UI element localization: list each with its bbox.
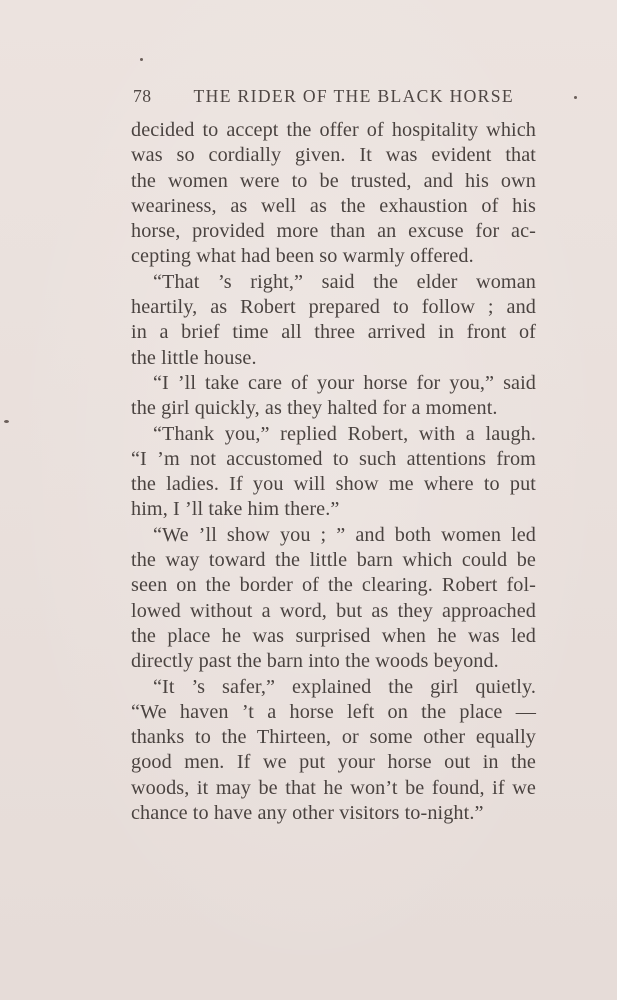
text-line: directly past the barn into the woods beyond. [131, 650, 499, 673]
text-line: heartily, as Robert prepared to follow ; and [131, 296, 536, 319]
text-line: him, I ’ll take him there.” [131, 498, 340, 521]
running-header [133, 86, 514, 107]
ink-speck [140, 58, 143, 61]
text-line: the way toward the little barn which could be [131, 549, 536, 572]
text-line: “I ’ll take care of your horse for you,” said [153, 371, 536, 394]
text-line: woods, it may be that he won’t be found, if we [131, 776, 536, 799]
ink-speck [4, 420, 9, 423]
text-line: “We haven ’t a horse left on the place — [131, 700, 536, 723]
text-line: “It ’s safer,” explained the girl quietly. [153, 675, 536, 698]
text-line: good men. If we put your horse out in the [131, 751, 536, 774]
text-line: seen on the border of the clearing. Robert fol- [131, 574, 536, 597]
text-line: the place he was surprised when he was led [131, 624, 536, 647]
text-line: “I ’m not accustomed to such attentions from [131, 447, 536, 470]
text-line: “We ’ll show you ; ” and both women led [153, 523, 536, 546]
text-line: the ladies. If you will show me where to put [131, 473, 536, 496]
text-line: thanks to the Thirteen, or some other equally [131, 726, 536, 749]
text-line: was so cordially given. It was evident that [131, 144, 536, 167]
text-line: the girl quickly, as they halted for a moment. [131, 397, 498, 420]
text-line: weariness, as well as the exhaustion of his [131, 194, 536, 217]
text-line: the little house. [131, 346, 257, 369]
ink-speck [574, 96, 577, 99]
text-line: decided to accept the offer of hospitality which [131, 119, 536, 141]
text-line: lowed without a word, but as they approached [131, 599, 536, 622]
text-line: cepting what had been so warmly offered. [131, 245, 474, 268]
page-number: 78 [133, 86, 152, 106]
text-line: horse, provided more than an excuse for ac- [131, 220, 536, 243]
body-text [131, 118, 536, 826]
text-line: chance to have any other visitors to-night.” [131, 802, 484, 825]
text-line: in a brief time all three arrived in front of [131, 321, 536, 344]
running-title: THE RIDER OF THE BLACK HORSE [193, 86, 514, 106]
text-line: the women were to be trusted, and his own [131, 169, 536, 192]
text-line: “That ’s right,” said the elder woman [153, 270, 536, 293]
text-line: “Thank you,” replied Robert, with a laugh. [153, 422, 536, 445]
